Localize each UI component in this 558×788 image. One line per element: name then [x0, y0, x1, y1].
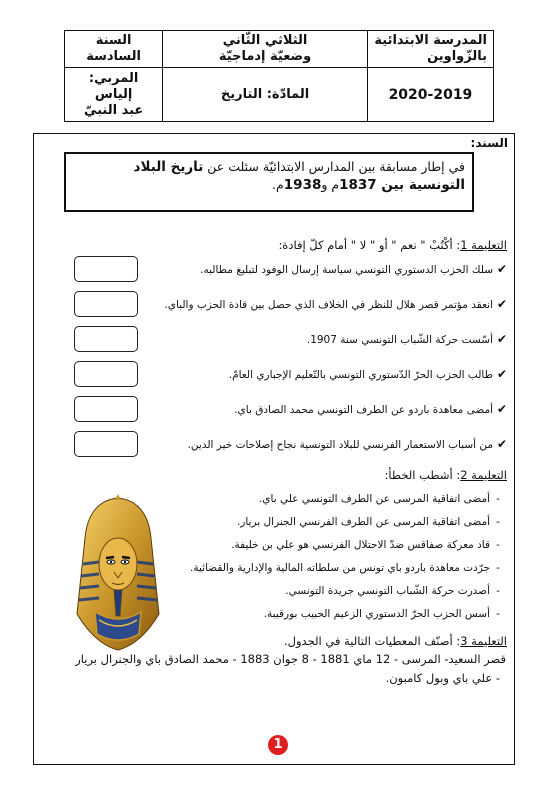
sanad-end: م.: [272, 177, 284, 192]
sanad-bold-2: 1938: [283, 177, 322, 193]
answer-box[interactable]: [74, 361, 138, 387]
check-icon: ✔: [496, 332, 507, 346]
check-icon: ✔: [496, 297, 507, 311]
page-number-badge: 1: [268, 735, 288, 755]
check-icon: ✔: [496, 402, 507, 416]
task1-item-text: من أسباب الاستعمار الفرنسي للبلاد التونسية نجاح إصلاحات خير الدين.: [187, 439, 493, 451]
task2-item[interactable]: -أسس الحزب الحرّ الدستوري الزعيم الحبيب بورقيبة.: [263, 608, 500, 620]
sanad-mid: م و: [321, 177, 340, 192]
task1-item-text: طالب الحزب الحرّ الدّستوري التونسي بالتّعليم الإجباري العامّ.: [228, 369, 493, 381]
header-year-cell: [367, 68, 493, 122]
task2-instruction: [385, 468, 507, 482]
task2-item-text: قاد معركة صفاقس ضدّ الاحتلال الفرنسي هو علي بن خليفة.: [231, 539, 490, 551]
task1-item-text: سلك الحزب الدستوري التونسي سياسة إرسال الوفود لتبليغ مطالبه.: [200, 264, 493, 276]
answer-box[interactable]: [74, 291, 138, 317]
task2-item-text: أسس الحزب الحرّ الدستوري الزعيم الحبيب بورقيبة.: [263, 608, 490, 620]
sanad-text: في إطار مسابقة بين المدارس الابتدائيّة سئلت عن: [203, 159, 465, 174]
sanad-label: السند:: [470, 136, 508, 150]
task1-item-text: أمضى معاهدة باردو عن الطرف التونسي محمد الصادق باي.: [234, 404, 493, 416]
task1-text: : أكْتُبْ " نعم " أو " لا " أمام كلّ إفادة:: [278, 238, 461, 252]
task2-title: التعليمة 2: [460, 468, 507, 482]
task2-item-text: أمضى اتفاقية المرسى عن الطرف التونسي علي باي.: [258, 493, 490, 505]
answer-box[interactable]: [74, 396, 138, 422]
task1-title: التعليمة 1: [460, 238, 507, 252]
task3-line-2: - علي باي وبول كامبون.: [385, 671, 500, 685]
header-school-cell: [367, 31, 493, 68]
task1-item: [147, 296, 507, 312]
task2-item[interactable]: -أمضى اتفاقية المرسى عن الطرف الفرنسي الجنرال بريار.: [236, 516, 500, 528]
answer-box[interactable]: [74, 256, 138, 282]
sanad-box: [64, 152, 474, 212]
task3-line-1: قصر السعيد- المرسى - 12 ماي 1881 - 8 جوان 1883 - محمد الصادق باي والجنرال بريار: [75, 652, 506, 666]
task1-item-text: انعقد مؤتمر قصر هلال للنظر في الخلاف الذي حصل بين قادة الحزب والباي.: [164, 299, 493, 311]
task3-title: التعليمة 3: [460, 634, 507, 648]
grade-label: السنة السادسة: [86, 33, 141, 64]
task1-item: [147, 366, 507, 382]
header-term-cell: [163, 31, 368, 68]
subject-label: المادّة: التاريخ: [220, 86, 310, 102]
task1-item: [147, 436, 507, 452]
sanad-bold-1: تاريخ البلاد التونسية بين 1837: [133, 159, 465, 193]
task2-item-text: جرّدت معاهدة باردو باي تونس من سلطاته المالية والإدارية والقضائية.: [190, 562, 490, 574]
answer-box[interactable]: [74, 431, 138, 457]
term-label: الثلاثي الثّاني: [222, 33, 308, 48]
check-icon: ✔: [496, 367, 507, 381]
task1-instruction: [278, 238, 507, 252]
header-teacher-cell: [65, 68, 163, 122]
task2-item-text: أصدرت حركة الشّباب التونسي جريدة التونسي.: [285, 585, 490, 597]
teacher-name: عبد النبيّ: [83, 102, 144, 118]
task3-instruction: [284, 634, 507, 648]
school-year: 2020-2019: [388, 86, 473, 103]
task2-item[interactable]: -جرّدت معاهدة باردو باي تونس من سلطاته المالية والإدارية والقضائية.: [190, 562, 500, 574]
answer-box[interactable]: [74, 326, 138, 352]
worksheet-body: [33, 133, 515, 765]
task1-item: [147, 261, 507, 277]
header-table: [64, 30, 494, 122]
check-icon: ✔: [496, 437, 507, 451]
school-name: المدرسة الابتدائية بالزّواوين: [374, 33, 487, 64]
task2-item-text: أمضى اتفاقية المرسى عن الطرف الفرنسي الجنرال بريار.: [236, 516, 490, 528]
teacher-label: المربي: إلياس: [88, 70, 139, 102]
task1-item: [147, 401, 507, 417]
task2-item[interactable]: -أصدرت حركة الشّباب التونسي جريدة التونسي.: [285, 585, 500, 597]
task1-item: [147, 331, 507, 347]
task2-item[interactable]: -قاد معركة صفاقس ضدّ الاحتلال الفرنسي هو علي بن خليفة.: [231, 539, 500, 551]
header-subject-cell: [163, 68, 368, 122]
header-grade-cell: [65, 31, 163, 68]
task2-text: : أشطب الخطأ:: [384, 468, 461, 482]
situation-label: وضعيّة إدماجيّة: [218, 49, 312, 64]
pharaoh-mask-image: [69, 494, 167, 654]
task1-item-text: أسّست حركة الشّباب التونسي سنة 1907.: [306, 334, 493, 346]
task3-text: : أصنّف المعطيات التالية في الجدول.: [283, 634, 461, 648]
check-icon: ✔: [496, 262, 507, 276]
task2-item[interactable]: -أمضى اتفاقية المرسى عن الطرف التونسي علي باي.: [258, 493, 500, 505]
